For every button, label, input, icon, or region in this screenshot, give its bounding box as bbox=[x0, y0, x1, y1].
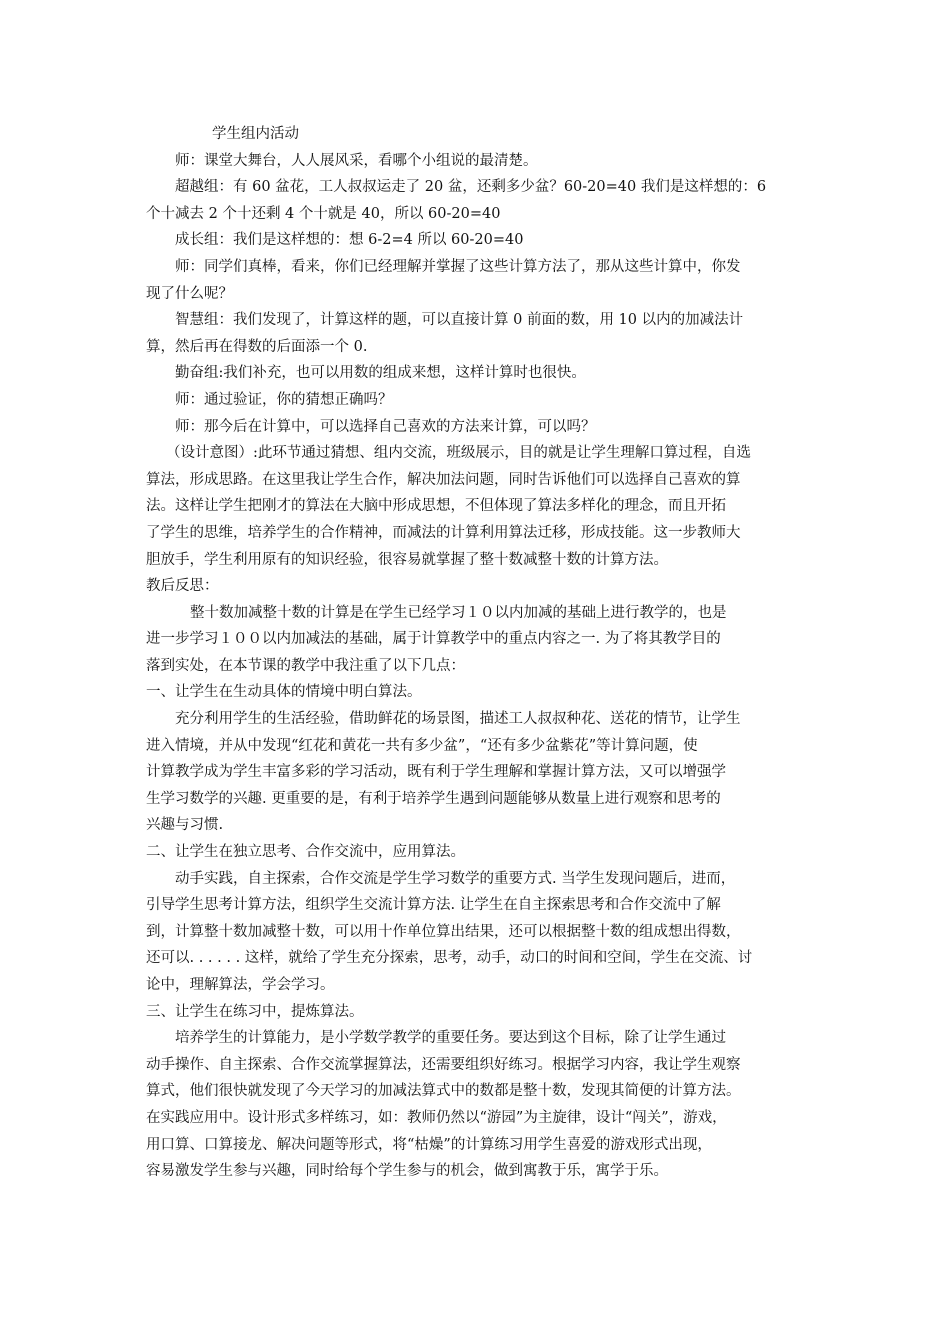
paragraph-line: 算，然后再在得数的后面添一个 0. bbox=[146, 338, 368, 355]
paragraph-line: 论中，理解算法，学会学习。 bbox=[146, 977, 335, 993]
paragraph-line: 师：那今后在计算中，可以选择自己喜欢的方法来计算，可以吗？ bbox=[175, 418, 596, 435]
paragraph-line: 计算教学成为学生丰富多彩的学习活动，既有利于学生理解和掌握计算方法，又可以增强学 bbox=[146, 764, 726, 781]
paragraph-line: 在实践应用中。设计形式多样练习，如：教师仍然以“游园”为主旋律，设计“闯关”，游戏， bbox=[146, 1109, 727, 1126]
paragraph-line: 到，计算整十数加减整十数，可以用十作单位算出结果，还可以根据整十数的组成想出得数， bbox=[146, 923, 741, 940]
point-heading-1: 一、让学生在生动具体的情境中明白算法。 bbox=[146, 684, 422, 701]
paragraph-line: 了学生的思维，培养学生的合作精神，而减法的计算利用算法迁移，形成技能。这一步教师大 bbox=[146, 524, 741, 541]
paragraph-line: 生学习数学的兴趣. 更重要的是，有利于培养学生遇到问题能够从数量上进行观察和思考的 bbox=[146, 790, 721, 807]
paragraph-line: 动手实践，自主探索，合作交流是学生学习数学的重要方式. 当学生发现问题后，进而， bbox=[175, 870, 736, 887]
paragraph-line: 进一步学习１００以内加减法的基础，属于计算教学中的重点内容之一. 为了将其教学目的 bbox=[146, 631, 721, 648]
paragraph-line: 动手操作、自主探索、合作交流掌握算法，还需要组织好练习。根据学习内容，我让学生观察 bbox=[146, 1056, 741, 1073]
paragraph-line: 引导学生思考计算方法，组织学生交流计算方法. 让学生在自主探索思考和合作交流中了解 bbox=[146, 897, 721, 914]
paragraph-line: 智慧组：我们发现了，计算这样的题，可以直接计算 0 前面的数，用 10 以内的加减法计 bbox=[175, 312, 744, 329]
paragraph-line: 超越组：有 60 盆花，工人叔叔运走了 20 盆，还剩多少盆？60-20=40 我们是这样想的：6 bbox=[175, 179, 767, 196]
paragraph-line: 进入情境，并从中发现“红花和黄花一共有多少盆”，“还有多少盆紫花”等计算问题，使 bbox=[146, 737, 698, 754]
paragraph-line: 容易激发学生参与兴趣，同时给每个学生参与的机会，做到寓教于乐，寓学于乐。 bbox=[146, 1163, 668, 1180]
paragraph-line: 培养学生的计算能力，是小学数学教学的重要任务。要达到这个目标，除了让学生通过 bbox=[175, 1030, 726, 1047]
paragraph-line: 胆放手，学生利用原有的知识经验，很容易就掌握了整十数减整十数的计算方法。 bbox=[146, 551, 668, 568]
paragraph-line: 充分利用学生的生活经验，借助鲜花的场景图，描述工人叔叔种花、送花的情节，让学生 bbox=[175, 711, 741, 728]
paragraph-line: 用口算、口算接龙、解决问题等形式，将“枯燥”的计算练习用学生喜爱的游戏形式出现， bbox=[146, 1136, 712, 1153]
paragraph-line: 成长组：我们是这样想的：想 6-2=4 所以 60-20=40 bbox=[175, 232, 524, 249]
paragraph-line: 法。这样让学生把刚才的算法在大脑中形成思想，不但体现了算法多样化的理念，而且开拓 bbox=[146, 498, 726, 515]
paragraph-line: 师：同学们真棒，看来，你们已经理解并掌握了这些计算方法了，那从这些计算中，你发 bbox=[175, 258, 741, 275]
paragraph-line: 师：课堂大舞台，人人展风采，看哪个小组说的最清楚。 bbox=[175, 152, 538, 169]
paragraph-line: 算式，他们很快就发现了今天学习的加减法算式中的数都是整十数，发现其简便的计算方法。 bbox=[146, 1083, 741, 1100]
reflection-heading: 教后反思： bbox=[146, 578, 219, 595]
section-title: 学生组内活动 bbox=[212, 126, 299, 142]
paragraph-line: 还可以. . . . . . 这样，就给了学生充分探索，思考，动手，动口的时间和空间，学生在交流、讨 bbox=[146, 950, 753, 967]
paragraph-line: 算法，形成思路。在这里我让学生合作，解决加法问题，同时告诉他们可以选择自己喜欢的算 bbox=[146, 471, 741, 488]
point-heading-3: 三、让学生在练习中，提炼算法。 bbox=[146, 1003, 364, 1020]
paragraph-line: 兴趣与习惯. bbox=[146, 817, 224, 834]
document-body bbox=[146, 121, 814, 1185]
design-intent-line: （设计意图）:此环节通过猜想、组内交流，班级展示，目的就是让学生理解口算过程，自选 bbox=[166, 445, 751, 462]
paragraph-line: 师：通过验证，你的猜想正确吗？ bbox=[175, 391, 393, 408]
point-heading-2: 二、让学生在独立思考、合作交流中，应用算法。 bbox=[146, 844, 465, 861]
paragraph-line: 整十数加减整十数的计算是在学生已经学习１０以内加减的基础上进行教学的，也是 bbox=[190, 604, 727, 621]
paragraph-line: 勤奋组:我们补充，也可以用数的组成来想，这样计算时也很快。 bbox=[175, 365, 586, 382]
paragraph-line: 个十减去 2 个十还剩 4 个十就是 40，所以 60-20=40 bbox=[146, 205, 501, 222]
paragraph-line: 落到实处，在本节课的教学中我注重了以下几点： bbox=[146, 657, 465, 674]
paragraph-line: 现了什么呢？ bbox=[146, 285, 233, 302]
